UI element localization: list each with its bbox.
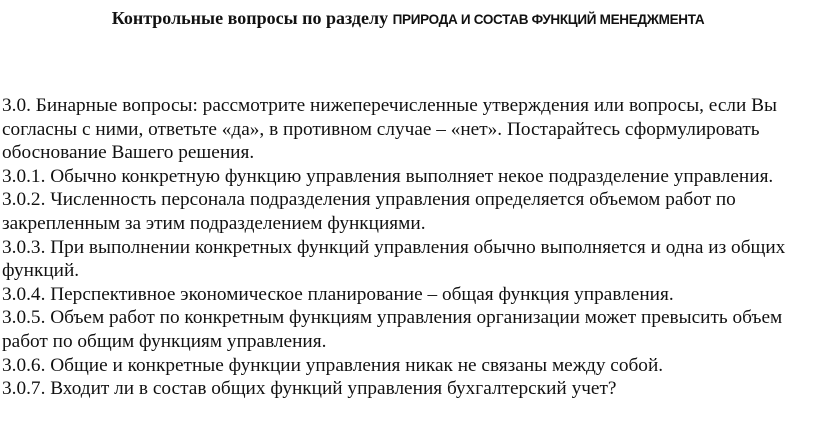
- intro-paragraph: 3.0. Бинарные вопросы: рассмотрите нижеперечисленные утверждения или вопросы, если Вы согласны с ними, ответьте «да», в противном случае – «нет». Постарайтесь сформулировать обоснование Вашего решения.: [2, 95, 777, 164]
- question-list: [2, 94, 812, 401]
- question-item: 3.0.6. Общие и конкретные функции управления никак не связаны между собой.: [2, 354, 664, 376]
- question-item: 3.0.5. Объем работ по конкретным функциям управления организации может превысить объем работ по общим функциям управления.: [2, 307, 783, 352]
- question-item: 3.0.2. Численность персонала подразделения управления определяется объемом работ по закрепленным за этим подразделением функциями.: [2, 189, 736, 234]
- question-item: 3.0.3. При выполнении конкретных функций управления обычно выполняется и одна из общих функций.: [2, 236, 786, 282]
- page-title: [0, 6, 816, 32]
- question-item: 3.0.7. Входит ли в состав общих функций управления бухгалтерский учет?: [2, 378, 617, 400]
- title-lead-text: Контрольные вопросы по разделу: [111, 8, 393, 28]
- title-section-name: ПРИРОДА И СОСТАВ ФУНКЦИЙ МЕНЕДЖМЕНТА: [392, 12, 705, 27]
- question-item: 3.0.1. Обычно конкретную функцию управления выполняет некое подразделение управления.: [2, 165, 774, 187]
- question-item: 3.0.4. Перспективное экономическое планирование – общая функция управления.: [2, 283, 674, 305]
